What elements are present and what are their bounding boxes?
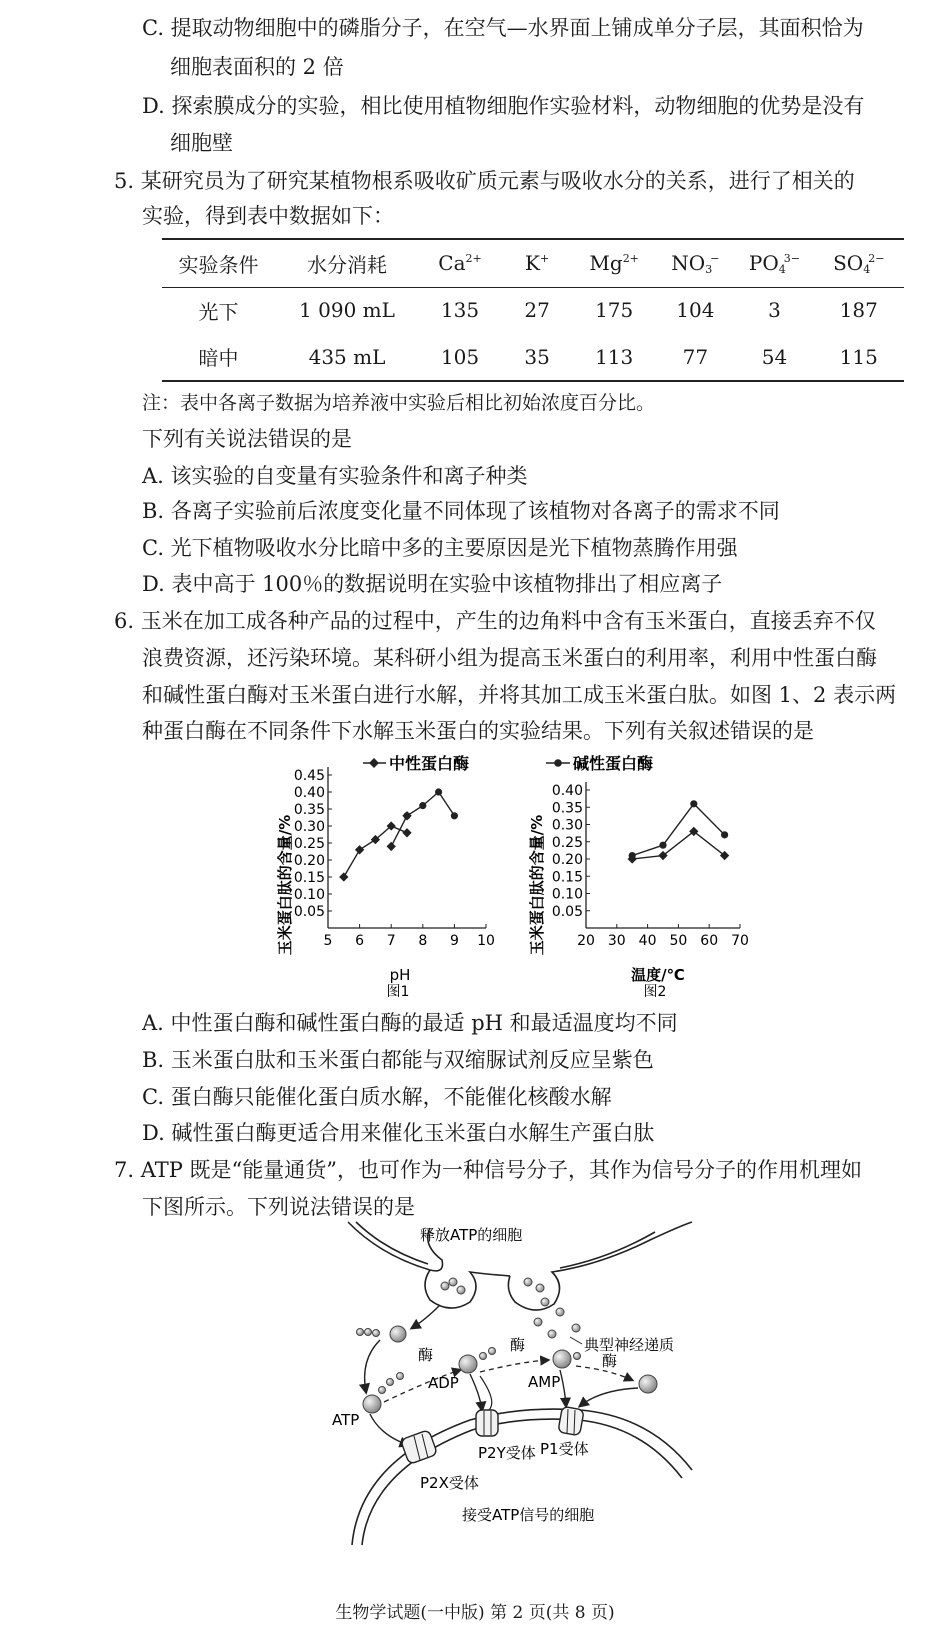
label-p2x: P2X受体 <box>420 1474 479 1492</box>
y-tick-label: 0.40 <box>293 785 325 801</box>
leader-line <box>570 1337 582 1344</box>
amp-to-p1-arrow <box>560 1370 566 1406</box>
y-tick-label: 0.25 <box>293 836 325 852</box>
cell-no3: 104 <box>676 298 715 323</box>
label-enzyme-1: 酶 <box>418 1346 434 1364</box>
label-amp: AMP <box>528 1373 561 1391</box>
cell-no3: 77 <box>682 344 709 369</box>
label-receive-cell: 接受ATP信号的细胞 <box>462 1506 595 1524</box>
adenosine-molecule <box>639 1375 657 1393</box>
q5-data-table <box>162 238 904 382</box>
th-water: 水分消耗 <box>306 252 387 277</box>
x-tick-label: 5 <box>323 933 333 949</box>
legend-diamond-marker <box>369 758 379 768</box>
x-tick-label: 8 <box>418 933 428 949</box>
chart-ylabel: 玉米蛋白肽的含量/% <box>276 814 294 956</box>
y-tick-label: 0.10 <box>551 886 583 903</box>
data-point-circle <box>403 812 410 819</box>
cell-po4: 3 <box>768 298 781 323</box>
q6-stem-line2: 浪费资源，还污染环境。某科研小组为提高玉米蛋白的利用率，利用中性蛋白酶 <box>142 646 877 670</box>
y-tick-label: 0.40 <box>551 783 583 799</box>
legend-label: 碱性蛋白酶 <box>573 754 654 773</box>
y-tick-label: 0.30 <box>551 817 583 834</box>
x-tick-label: 60 <box>700 933 719 949</box>
atp-signal-diagram <box>320 1220 720 1550</box>
q6-option-a: A. 中性蛋白酶和碱性蛋白酶的最适 pH 和最适温度均不同 <box>142 1011 678 1035</box>
label-neurotransmitter: 典型神经递质 <box>584 1336 675 1354</box>
chart-xlabel: pH <box>389 966 411 984</box>
x-tick-label: 6 <box>355 933 365 949</box>
label-release-cell: 释放ATP的细胞 <box>420 1226 523 1244</box>
q5-stem-line2: 实验，得到表中数据如下： <box>142 204 394 228</box>
q6-option-c: C. 蛋白酶只能催化蛋白质水解，不能催化核酸水解 <box>142 1085 612 1109</box>
q5-option-a: A. 该实验的自变量有实验条件和离子种类 <box>142 464 528 488</box>
q5-note: 注：表中各离子数据为培养液中实验后相比初始浓度百分比。 <box>142 392 656 414</box>
amp-molecule <box>553 1350 581 1368</box>
adp-to-p2y-arrow <box>470 1374 482 1410</box>
label-atp: ATP <box>332 1411 360 1429</box>
y-tick-label: 0.30 <box>293 819 325 835</box>
table-row <box>162 333 904 381</box>
series-line <box>407 792 454 816</box>
y-tick-label: 0.05 <box>293 904 325 920</box>
data-point-circle <box>419 802 426 809</box>
cell-po4: 54 <box>761 344 788 369</box>
cell-water: 1 090 mL <box>299 298 395 323</box>
cell-water: 435 mL <box>308 344 386 369</box>
y-tick-label: 0.05 <box>551 903 583 920</box>
x-tick-label: 9 <box>449 933 459 949</box>
adenosine-to-p1-arrow <box>580 1388 638 1406</box>
th-ca: $Ca^{2+}$ <box>438 251 482 276</box>
q7-stem-line1: 7. ATP 既是“能量通货”，也可作为一种信号分子，其作为信号分子的作用机理如 <box>114 1158 863 1182</box>
table-row <box>162 287 904 333</box>
data-point-circle <box>435 788 442 795</box>
q4-option-c-line1: C. 提取动物细胞中的磷脂分子，在空气—水界面上铺成单分子层，其面积恰为 <box>142 16 864 40</box>
q5-stem-line1: 5. 某研究员为了研究某植物根系吸收矿质元素与吸收水分的关系，进行了相关的 <box>114 169 855 193</box>
cell-mg: 113 <box>595 344 634 369</box>
p2y-receptor <box>476 1410 498 1436</box>
y-tick-label: 0.35 <box>293 802 325 818</box>
vesicle-atp-chains <box>441 1278 549 1306</box>
cell-k: 27 <box>524 298 550 323</box>
cell-so4: 115 <box>839 344 878 369</box>
q7-stem-line2: 下图所示。下列说法错误的是 <box>142 1195 415 1219</box>
th-condition: 实验条件 <box>178 252 259 277</box>
th-po4: $PO_4^{3-}$ <box>748 250 800 276</box>
chart-legend <box>363 754 469 773</box>
y-tick-label: 0.10 <box>293 887 325 903</box>
y-tick-label: 0.20 <box>551 852 583 868</box>
x-tick-label: 20 <box>577 933 595 949</box>
figure1-chart <box>268 745 513 1000</box>
y-tick-label: 0.25 <box>551 834 583 851</box>
figure2-chart <box>520 745 770 1000</box>
chart-caption: 图2 <box>643 984 667 1000</box>
series-line <box>632 804 724 856</box>
data-point-diamond <box>402 828 411 837</box>
q5-option-d: D. 表中高于 100％的数据说明在实验中该植物排出了相应离子 <box>142 572 723 596</box>
data-point-circle <box>451 812 458 819</box>
data-point-diamond <box>355 845 364 854</box>
chart-xlabel: 温度/℃ <box>631 966 685 984</box>
chart-ylabel: 玉米蛋白肽的含量/% <box>528 814 546 956</box>
label-adp: ADP <box>428 1374 459 1392</box>
q5-option-b: B. 各离子实验前后浓度变化量不同体现了该植物对各离子的需求不同 <box>142 499 780 523</box>
y-tick-label: 0.20 <box>293 853 325 869</box>
cell-condition: 暗中 <box>198 346 239 370</box>
release-arrow <box>412 1305 440 1328</box>
data-point-diamond <box>339 872 348 881</box>
cell-condition: 光下 <box>198 299 239 324</box>
y-tick-label: 0.15 <box>293 870 325 886</box>
table-header-row <box>162 239 904 287</box>
enzyme-step2-arrow <box>480 1360 548 1372</box>
y-tick-label: 0.35 <box>551 800 583 817</box>
cell-so4: 187 <box>839 298 878 323</box>
label-enzyme-2: 酶 <box>510 1336 526 1354</box>
data-point-circle <box>721 831 728 838</box>
label-p1: P1受体 <box>540 1440 589 1458</box>
series-line <box>632 831 724 859</box>
atp-molecule <box>363 1373 404 1414</box>
x-tick-label: 30 <box>607 933 626 949</box>
q5-option-c: C. 光下植物吸收水分比暗中多的主要原因是光下植物蒸腾作用强 <box>142 536 738 560</box>
receive-cell-membrane <box>352 1409 692 1545</box>
legend-label: 中性蛋白酶 <box>389 754 470 773</box>
q6-stem-line4: 种蛋白酶在不同条件下水解玉米蛋白的实验结果。下列有关叙述错误的是 <box>142 719 814 743</box>
p1-receptor <box>558 1406 584 1435</box>
label-p2y: P2Y受体 <box>478 1444 536 1462</box>
y-tick-label: 0.45 <box>293 768 325 784</box>
x-tick-label: 70 <box>731 933 749 949</box>
cell-ca: 105 <box>440 344 480 369</box>
q6-stem-line1: 6. 玉米在加工成各种产品的过程中，产生的边角料中含有玉米蛋白，直接丢弃不仅 <box>114 609 876 633</box>
data-point-diamond <box>387 842 396 851</box>
q6-option-b: B. 玉米蛋白肽和玉米蛋白都能与双缩脲试剂反应呈紫色 <box>142 1048 654 1072</box>
page-footer: 生物学试题(一中版) 第 2 页(共 8 页) <box>335 1603 615 1623</box>
th-so4: $SO_4^{2-}$ <box>833 250 885 276</box>
x-tick-label: 7 <box>386 933 396 949</box>
q4-option-d-line1: D. 探索膜成分的实验，相比使用植物细胞作实验材料，动物细胞的优势是没有 <box>142 94 865 118</box>
label-enzyme-3: 酶 <box>602 1352 618 1370</box>
cell-mg: 175 <box>595 298 634 323</box>
cell-ca: 135 <box>440 298 480 323</box>
q4-option-c-line2: 细胞表面积的 2 倍 <box>170 55 344 79</box>
th-k: K+ <box>525 251 550 276</box>
x-tick-label: 50 <box>669 933 688 949</box>
data-point-circle <box>659 842 666 849</box>
th-no3: $NO_3^-$ <box>671 250 720 276</box>
diffuse-arrow <box>365 1340 380 1392</box>
released-atp <box>357 1326 407 1342</box>
q4-option-d-line2: 细胞壁 <box>170 131 233 155</box>
th-mg: $Mg^{2+}$ <box>589 251 639 276</box>
x-tick-label: 10 <box>477 933 495 949</box>
q6-option-d: D. 碱性蛋白酶更适合用来催化玉米蛋白水解生产蛋白肽 <box>142 1121 655 1145</box>
chart-legend <box>546 754 653 773</box>
y-tick-label: 0.15 <box>551 869 583 886</box>
chart-caption: 图1 <box>386 984 410 1000</box>
neurotransmitter-dots <box>534 1308 580 1338</box>
p2x-receptor <box>400 1430 437 1465</box>
x-tick-label: 40 <box>638 933 657 949</box>
cell-k: 35 <box>524 344 550 369</box>
q5-question: 下列有关说法错误的是 <box>142 427 352 451</box>
legend-circle-marker <box>554 759 562 767</box>
data-point-circle <box>690 800 697 807</box>
q6-stem-line3: 和碱性蛋白酶对玉米蛋白进行水解，并将其加工成玉米蛋白肽。如图 1、2 表示两 <box>142 683 897 707</box>
